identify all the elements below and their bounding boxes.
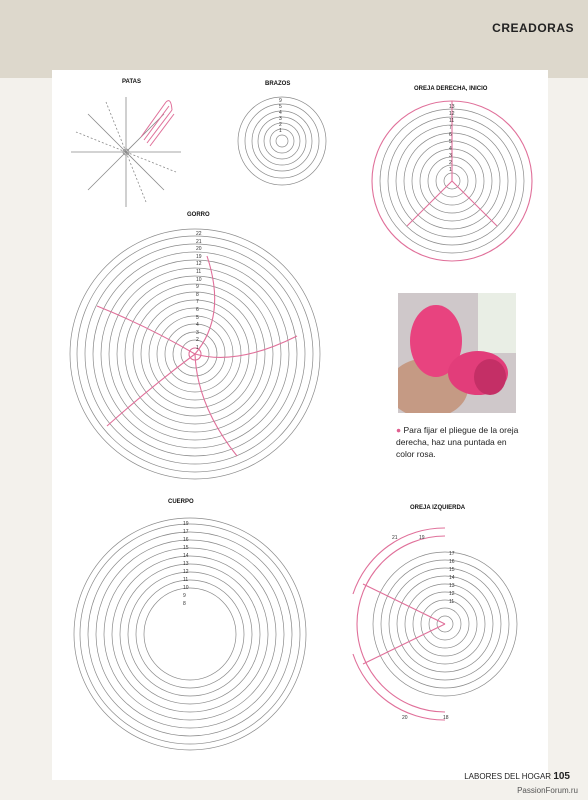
row-number: 12: [449, 111, 455, 117]
row-number: 17: [183, 529, 189, 535]
watermark: PassionForum.ru: [517, 786, 578, 795]
row-number: 12: [183, 569, 189, 575]
gorro-row-numbers: [196, 231, 202, 353]
header-band: [0, 0, 588, 78]
row-number: 5: [449, 139, 452, 145]
row-number: 3: [196, 329, 199, 336]
oreja-izq-bottom-numbers: [402, 715, 449, 721]
row-number: 6: [196, 306, 199, 313]
row-number: 10: [196, 276, 202, 283]
row-number: 10: [183, 585, 189, 591]
row-number: 19: [196, 253, 202, 260]
row-number: 4: [279, 110, 282, 116]
row-number: 6: [449, 132, 452, 138]
patas-title: PATAS: [122, 79, 141, 85]
row-number: 12: [196, 261, 202, 268]
row-number: 5: [279, 104, 282, 110]
row-number: 8: [196, 291, 199, 298]
oreja-derecha-row-numbers: [449, 104, 455, 174]
gorro-title: GORRO: [187, 212, 210, 218]
oreja-izquierda-row-numbers: [449, 550, 455, 606]
row-number: 20: [402, 715, 408, 721]
row-number: 21: [196, 238, 202, 245]
row-number: 16: [183, 537, 189, 543]
row-number: 11: [196, 268, 202, 275]
row-number: 2: [279, 122, 282, 128]
row-number: 1: [279, 128, 282, 134]
row-number: 15: [183, 545, 189, 551]
brazos-title: BRAZOS: [265, 81, 291, 87]
row-number: 14: [183, 553, 189, 559]
row-number: 8: [183, 601, 186, 607]
cuerpo-title: CUERPO: [168, 499, 194, 505]
row-number: 11: [449, 118, 455, 124]
row-number: 4: [196, 322, 199, 329]
page-footer: [464, 771, 570, 782]
photo-illustration: [398, 293, 516, 413]
row-number: 3: [279, 116, 282, 122]
row-number: 1: [196, 344, 199, 351]
oreja-izq-top-numbers: [392, 535, 425, 541]
row-number: 13: [449, 583, 455, 589]
row-number: 11: [183, 577, 189, 583]
row-number: 5: [196, 314, 199, 321]
cuerpo-row-numbers: [183, 520, 189, 608]
oreja-izquierda-title: OREJA IZQUIERDA: [410, 505, 466, 511]
row-number: 9: [196, 284, 199, 291]
row-number: 14: [449, 575, 455, 581]
row-number: 21: [392, 535, 398, 541]
oreja-izquierda-diagram: [333, 524, 533, 729]
bullet-icon: ●: [396, 425, 402, 435]
row-number: 15: [449, 567, 455, 573]
oreja-derecha-title: OREJA DERECHA, INICIO: [414, 86, 488, 92]
photo-caption-text: Para fijar el pliegue de la oreja derecha, haz una puntada en color rosa.: [396, 425, 519, 459]
section-title: CREADORAS: [492, 21, 574, 35]
row-number: 4: [449, 146, 452, 152]
row-number: 18: [442, 715, 449, 721]
row-number: 3: [449, 153, 452, 159]
row-number: 2: [196, 337, 199, 344]
magazine-name: LABORES DEL HOGAR: [464, 772, 552, 781]
row-number: 13: [449, 104, 455, 110]
page-number: 105: [553, 771, 570, 782]
photo-caption: [396, 424, 522, 460]
row-number: 9: [183, 593, 186, 599]
row-number: 19: [418, 535, 425, 541]
row-number: 12: [449, 591, 455, 597]
cuerpo-diagram: [72, 514, 312, 754]
brazos-row-numbers: [279, 98, 282, 134]
row-number: 7: [449, 125, 452, 131]
row-number: 20: [196, 246, 202, 253]
row-number: 13: [183, 561, 189, 567]
row-number: 19: [183, 521, 189, 527]
row-number: 17: [449, 551, 455, 557]
row-number: 22: [196, 231, 202, 237]
patas-diagram: [66, 92, 186, 212]
row-number: 2: [449, 160, 452, 166]
row-number: 1: [449, 167, 452, 173]
ear-photo: [398, 293, 516, 413]
row-number: 16: [449, 559, 455, 565]
row-number: 9: [279, 98, 282, 104]
row-number: 11: [449, 599, 455, 605]
row-number: 7: [196, 299, 199, 306]
